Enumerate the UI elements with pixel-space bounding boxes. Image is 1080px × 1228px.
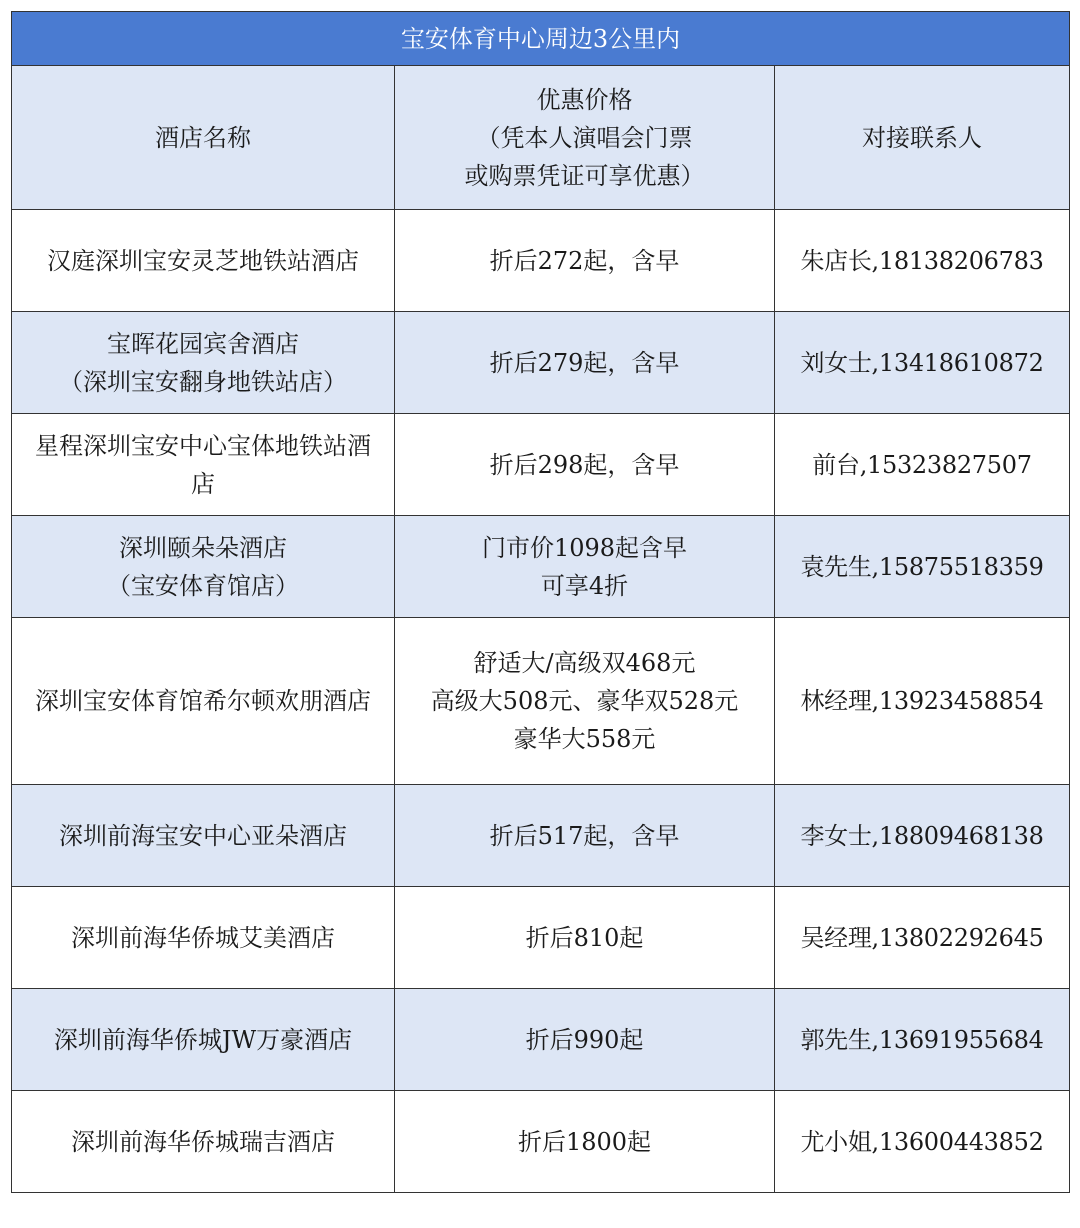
price-cell: 舒适大/高级双468元 高级大508元、豪华双528元 豪华大558元 — [395, 618, 775, 785]
header-discount-price: 优惠价格 （凭本人演唱会门票 或购票凭证可享优惠） — [395, 66, 775, 210]
table-title: 宝安体育中心周边3公里内 — [12, 12, 1070, 66]
header-hotel-name: 酒店名称 — [12, 66, 395, 210]
contact-cell: 吴经理,13802292645 — [775, 887, 1070, 989]
table-row — [12, 414, 1070, 516]
contact-cell: 李女士,18809468138 — [775, 785, 1070, 887]
table-header-row — [12, 66, 1070, 210]
price-cell: 折后279起，含早 — [395, 312, 775, 414]
price-cell: 折后810起 — [395, 887, 775, 989]
hotel-name-cell: 宝晖花园宾舍酒店 （深圳宝安翻身地铁站店） — [12, 312, 395, 414]
hotel-name-cell: 深圳前海华侨城JW万豪酒店 — [12, 989, 395, 1091]
table-row — [12, 210, 1070, 312]
hotel-name-cell: 深圳前海宝安中心亚朵酒店 — [12, 785, 395, 887]
hotel-name-cell: 深圳前海华侨城艾美酒店 — [12, 887, 395, 989]
hotel-name-cell: 星程深圳宝安中心宝体地铁站酒 店 — [12, 414, 395, 516]
contact-cell: 尤小姐,13600443852 — [775, 1091, 1070, 1193]
hotel-name-cell: 深圳颐朵朵酒店 （宝安体育馆店） — [12, 516, 395, 618]
header-contact: 对接联系人 — [775, 66, 1070, 210]
table-row — [12, 1091, 1070, 1193]
contact-cell: 前台,15323827507 — [775, 414, 1070, 516]
price-cell: 门市价1098起含早 可享4折 — [395, 516, 775, 618]
contact-cell: 郭先生,13691955684 — [775, 989, 1070, 1091]
hotel-name-cell: 汉庭深圳宝安灵芝地铁站酒店 — [12, 210, 395, 312]
table-row — [12, 887, 1070, 989]
table-row — [12, 516, 1070, 618]
price-cell: 折后1800起 — [395, 1091, 775, 1193]
contact-cell: 林经理,13923458854 — [775, 618, 1070, 785]
table-row — [12, 618, 1070, 785]
hotel-name-cell: 深圳宝安体育馆希尔顿欢朋酒店 — [12, 618, 395, 785]
hotel-name-cell: 深圳前海华侨城瑞吉酒店 — [12, 1091, 395, 1193]
price-cell: 折后990起 — [395, 989, 775, 1091]
contact-cell: 朱店长,18138206783 — [775, 210, 1070, 312]
price-cell: 折后517起，含早 — [395, 785, 775, 887]
hotel-discount-table — [11, 11, 1070, 1193]
table-title-row — [12, 12, 1070, 66]
table-row — [12, 785, 1070, 887]
table-row — [12, 989, 1070, 1091]
price-cell: 折后298起，含早 — [395, 414, 775, 516]
hotel-table-container — [11, 11, 1069, 1217]
contact-cell: 袁先生,15875518359 — [775, 516, 1070, 618]
table-row — [12, 312, 1070, 414]
price-cell: 折后272起，含早 — [395, 210, 775, 312]
contact-cell: 刘女士,13418610872 — [775, 312, 1070, 414]
